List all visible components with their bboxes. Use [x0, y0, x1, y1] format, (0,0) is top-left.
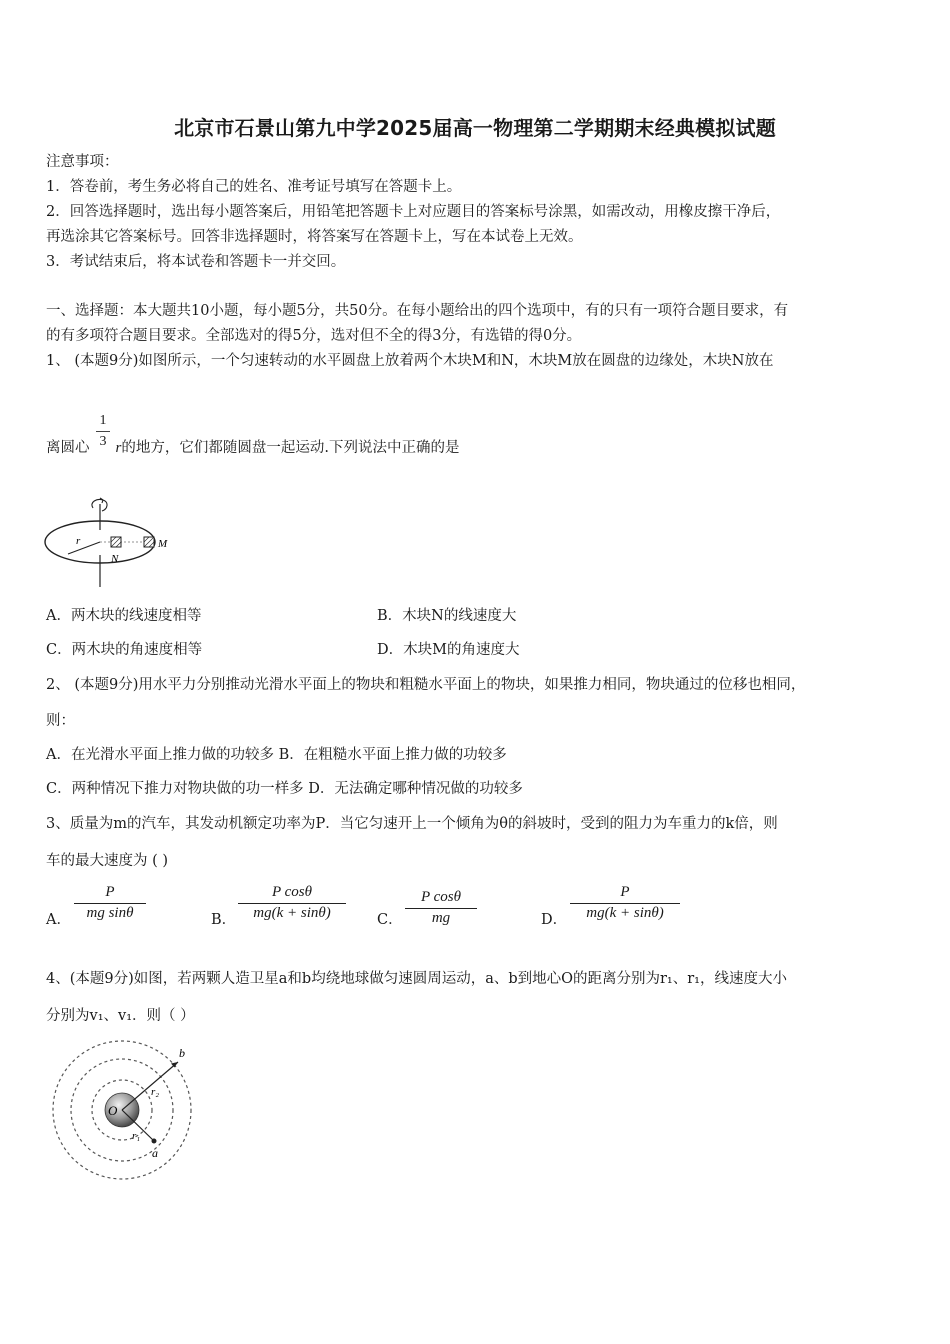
- section-instructions-line1: 一、选择题：本大题共10小题，每小题5分，共50分。在每小题给出的四个选项中，有的只有一项符合题目要求，有: [46, 303, 789, 319]
- q3-option-d-numerator: P: [620, 884, 630, 900]
- q1-disc-figure: [40, 492, 190, 592]
- q1-fraction-numerator: 1: [99, 413, 107, 428]
- q2-stem-line1: 2、 (本题9分)用水平力分别推动光滑水平面上的物块和粗糙水平面上的物块，如果推力相同，物块通过的位移也相同，: [46, 677, 806, 693]
- q3-option-d-label: D．: [541, 912, 568, 928]
- notice-item-1: 1．答卷前，考生务必将自己的姓名、准考证号填写在答题卡上。: [46, 179, 462, 195]
- q4-fig-label-a: a: [152, 1146, 158, 1160]
- q2-stem-line2: 则：: [46, 713, 75, 729]
- q3-option-b-label: B．: [211, 912, 237, 928]
- q3-option-a-denominator: mg sinθ: [86, 905, 134, 921]
- q1-fig-label-r: r: [76, 535, 81, 547]
- q1-option-d: D．木块M的角速度大: [377, 642, 520, 658]
- q4-fig-label-r2: r₂: [151, 1086, 160, 1098]
- q2-options-cd: C．两种情况下推力对物块做的功一样多 D．无法确定哪种情况做的功较多: [46, 781, 523, 797]
- page-title: 北京市石景山第九中学2025届高一物理第二学期期末经典模拟试题: [174, 116, 776, 140]
- q1-fig-label-N: N: [111, 553, 119, 565]
- q3-option-c-denominator: mg: [431, 910, 451, 926]
- notice-item-3: 3．考试结束后，将本试卷和答题卡一并交回。: [46, 254, 346, 270]
- q4-fig-label-b: b: [179, 1046, 185, 1060]
- q4-fig-label-r1: r₁: [132, 1130, 141, 1142]
- q1-fig-label-M: M: [158, 538, 168, 550]
- q3-option-c-fraction: [405, 889, 477, 927]
- q3-stem-line1: 3、质量为m的汽车，其发动机额定功率为P．当它匀速开上一个倾角为θ的斜坡时，受到的阻力为车重力的k倍，则: [46, 816, 778, 832]
- q1-stem-var: r: [115, 440, 122, 456]
- q1-stem-line1: 1、 (本题9分)如图所示，一个匀速转动的水平圆盘上放着两个木块M和N，木块M放在圆盘的边缘处，木块N放在: [46, 353, 774, 369]
- q3-stem-line2: 车的最大速度为 ( ): [46, 853, 169, 869]
- q4-fig-label-O: O: [108, 1103, 118, 1118]
- q2-options-ab: A．在光滑水平面上推力做的功较多 B．在粗糙水平面上推力做的功较多: [46, 747, 507, 763]
- section-instructions-line2: 的有多项符合题目要求。全部选对的得5分，选对但不全的得3分，有选错的得0分。: [46, 328, 582, 344]
- q1-fraction-denominator: 3: [99, 434, 107, 449]
- q3-option-d-denominator: mg(k + sinθ): [586, 905, 664, 921]
- q3-option-a-label: A．: [46, 912, 71, 928]
- q3-option-a-fraction: [74, 884, 146, 922]
- q3-option-b-fraction: [238, 884, 346, 922]
- notice-item-2: 2．回答选择题时，选出每小题答案后，用铅笔把答题卡上对应题目的答案标号涂黑，如需改动，用橡皮擦干净后，: [46, 204, 781, 220]
- q1-option-c: C．两木块的角速度相等: [46, 642, 203, 658]
- q1-option-b: B．木块N的线速度大: [377, 608, 517, 624]
- q1-stem-post: 的地方，它们都随圆盘一起运动.下列说法中正确的是: [121, 440, 460, 456]
- q4-stem-line2: 分别为v₁、v₁．则（ ）: [46, 1008, 195, 1024]
- q3-option-b-numerator: P cosθ: [271, 884, 312, 900]
- q3-option-c-label: C．: [377, 912, 403, 928]
- notice-item-2-cont: 再选涂其它答案标号。回答非选择题时，将答案写在答题卡上，写在本试卷上无效。: [46, 229, 583, 245]
- q1-option-a: A．两木块的线速度相等: [46, 608, 202, 624]
- q3-option-c-numerator: P cosθ: [420, 889, 461, 905]
- q3-option-d-fraction: [570, 884, 680, 922]
- q3-option-a-numerator: P: [105, 884, 115, 900]
- q3-option-b-denominator: mg(k + sinθ): [253, 905, 331, 921]
- q1-fraction: [96, 413, 110, 450]
- notice-heading: 注意事项：: [46, 154, 119, 170]
- q1-stem-pre: 离圆心: [46, 440, 90, 456]
- q4-stem-line1: 4、(本题9分)如图，若两颗人造卫星a和b均绕地球做匀速圆周运动，a、b到地心O的距离分别为r₁、r₁，线速度大小: [46, 971, 787, 987]
- q4-orbit-figure: [50, 1036, 200, 1186]
